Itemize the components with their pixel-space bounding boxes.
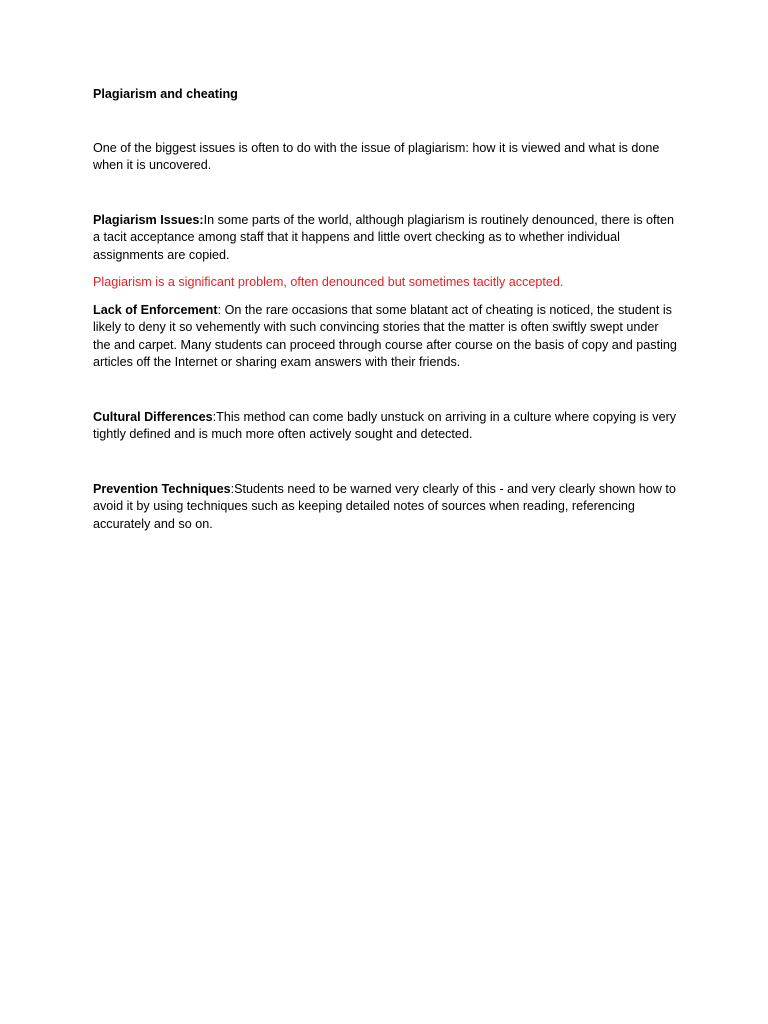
lack-of-enforcement-text: : On the rare occasions that some blatant act of cheating is noticed, the student is likely to deny it so vehemently with such convincing stories that the matter is often swiftly swept under the and carpet. Many students can proceed through course after course on the basis of copy and pasting articles off the Internet or sharing exam answers with their friends. bbox=[93, 302, 677, 369]
prevention-techniques-heading: Prevention Techniques bbox=[93, 481, 231, 496]
document-title: Plagiarism and cheating bbox=[93, 87, 238, 101]
lack-of-enforcement-heading: Lack of Enforcement bbox=[93, 302, 218, 317]
plagiarism-issues-heading: Plagiarism Issues: bbox=[93, 212, 204, 227]
cultural-differences-text: :This method can come badly unstuck on arriving in a culture where copying is very tightly defined and is much more often actively sought and detected. bbox=[93, 409, 677, 441]
document-body bbox=[93, 86, 678, 533]
highlight-statement: Plagiarism is a significant problem, often denounced but sometimes tacitly accepted. bbox=[93, 275, 564, 289]
cultural-differences-heading: Cultural Differences bbox=[93, 409, 213, 424]
intro-paragraph: One of the biggest issues is often to do with the issue of plagiarism: how it is viewed and what is done when it is uncovered. bbox=[93, 140, 660, 172]
prevention-techniques-paragraph bbox=[93, 481, 678, 534]
cultural-differences-paragraph bbox=[93, 409, 678, 444]
plagiarism-issues-text: In some parts of the world, although plagiarism is routinely denounced, there is often a tacit acceptance among staff that it happens and little overt checking as to whether individual assignments are copied. bbox=[93, 212, 675, 262]
plagiarism-issues-paragraph bbox=[93, 212, 678, 265]
prevention-techniques-text: :Students need to be warned very clearly of this - and very clearly shown how to avoid it by using techniques such as keeping detailed notes of sources when reading, referencing accurately and so on. bbox=[93, 481, 676, 531]
lack-of-enforcement-paragraph bbox=[93, 302, 678, 372]
